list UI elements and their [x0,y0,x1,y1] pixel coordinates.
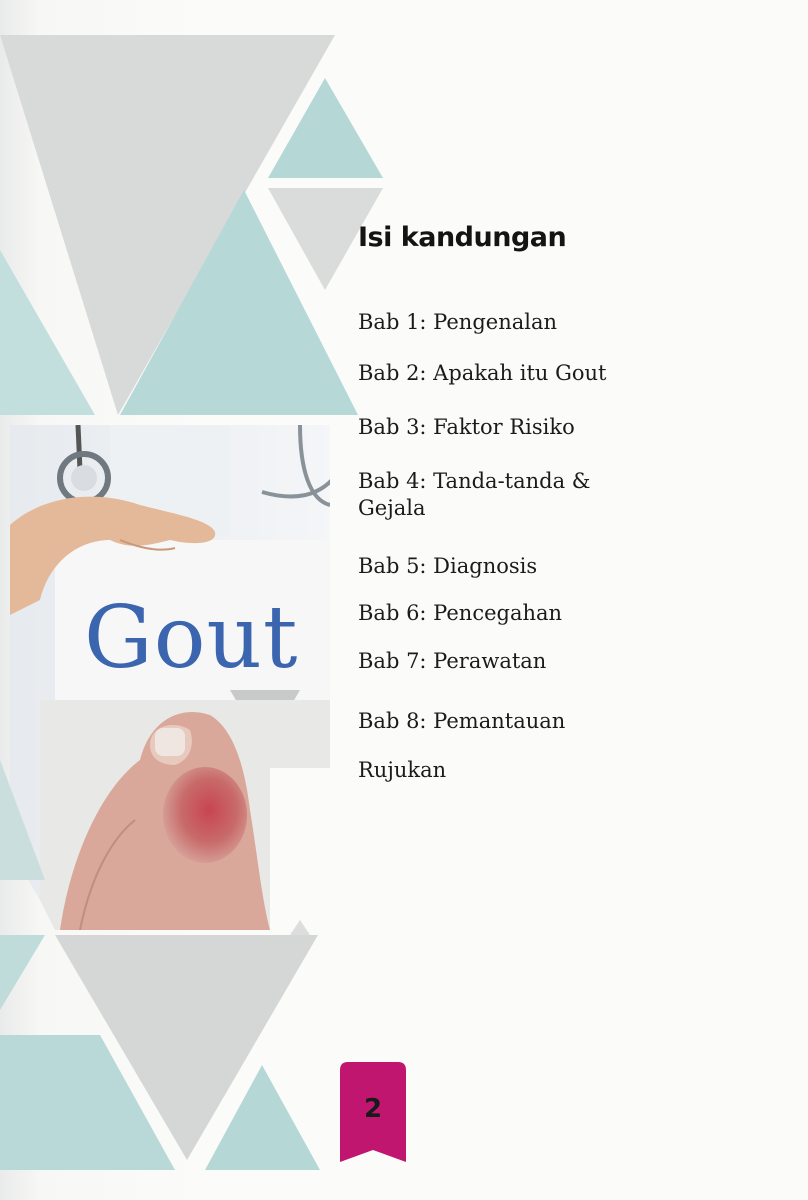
toc-item-bab-5: Bab 5: Diagnosis [358,554,538,578]
page-number: 2 [363,1094,383,1124]
toc-item-rujukan: Rujukan [358,758,447,782]
toc-item-bab-1: Bab 1: Pengenalan [358,310,557,334]
toc-item-bab-6: Bab 6: Pencegahan [358,601,563,625]
toc-item-bab-3: Bab 3: Faktor Risiko [358,415,575,439]
toc-title: Isi kandungan [358,222,567,253]
toc-item-bab-8: Bab 8: Pemantauan [358,709,566,733]
toc-item-bab-2: Bab 2: Apakah itu Gout [358,361,607,385]
teal-triangle [0,935,45,1010]
gout-sign-text: Gout [84,588,299,688]
toc-item-bab-7: Bab 7: Perawatan [358,649,547,673]
gray-triangle [290,920,310,935]
toc-item-bab-4: Bab 4: Tanda-tanda & Gejala [358,469,591,520]
